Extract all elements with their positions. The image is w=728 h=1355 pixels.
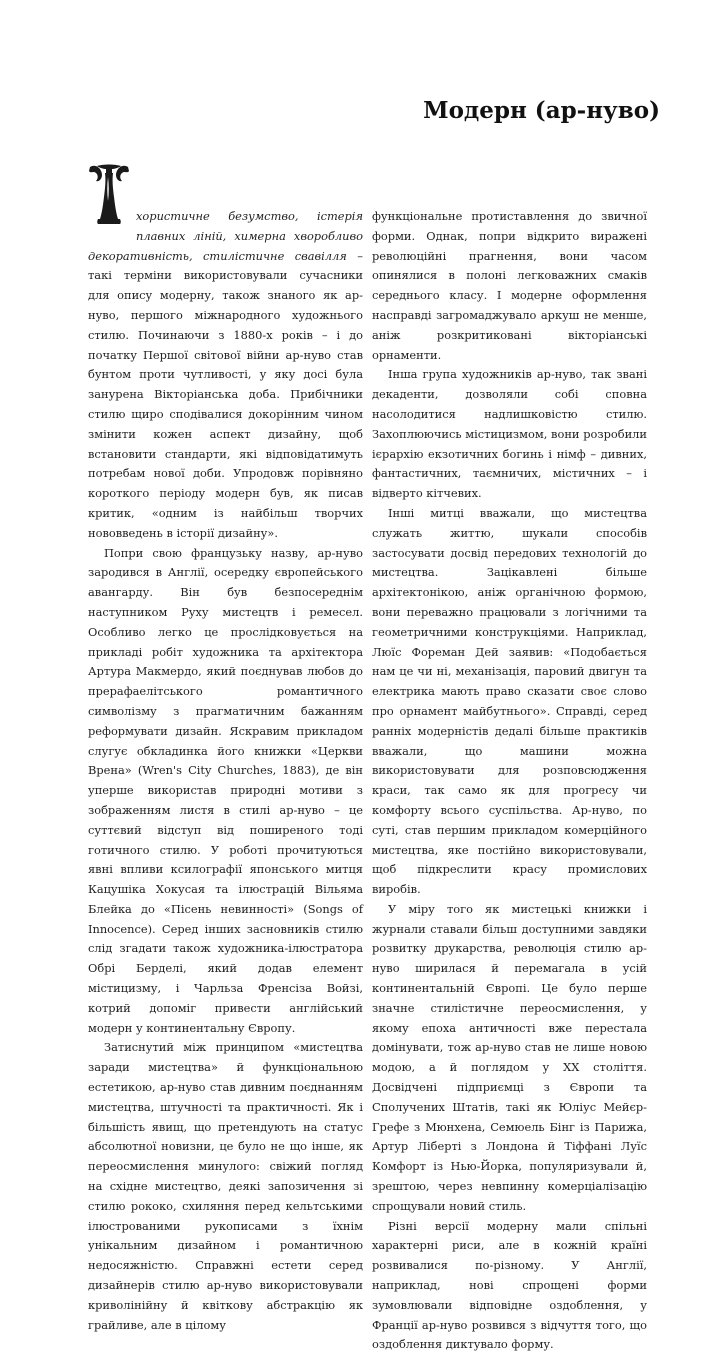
paragraph-versions: Різні версії модерну мали спільні характерні риси, але в кожній країні розвивалися по-різному. У Англії, наприклад, нові спрощені форми зумовлювали відповідне оздоблення, у Франції ар-нуво розвився з відчуття того, що оздоблення диктувало форму. [372, 1218, 647, 1352]
right-column [372, 207, 647, 1355]
paragraph-intro [88, 207, 363, 544]
left-column [88, 207, 363, 1335]
intro-italic-lead: хористичне безумство, істерія плавних ліній, химерна хворобливо декоративність, стилістичне свавілля [88, 209, 363, 263]
page-title: Модерн (ар-нуво) [423, 97, 660, 124]
paragraph-spread: У міру того як мистецькі книжки і журнали ставали більш доступними завдяки розвитку друкарства, революція стилю ар-нуво ширилася й перемагала в усій континентальній Європі. Це було перше значне стилістичне переосмислення, у якому епоха античності вже перестала домінувати, тож ар-нуво став не лише новою модою, а й поглядом у XX століття. Досвідчені підприємці з Європи та Сполучених Штатів, такі як Юліус Мейєр-Грефе з Мюнхена, Семюель Бінг із Парижа, Артур Ліберті з Лондона й Тіффані Луїс Комфорт із Нью-Йорка, популяризували й, зрештою, через невпинну комерціалізацію спрощували новий стиль. [372, 901, 647, 1213]
paragraph-continuation: функціональне протиставлення до звичної форми. Однак, попри відкрито виражені революційні прагнення, вони часом опинялися в полоні легковажних смаків середнього класу. І модерне оформлення насправді загромаджувало аркуш не менше, аніж розкритиковані вікторіанські орнаменти. [372, 209, 647, 362]
dropcap-space [88, 207, 136, 235]
paragraph-origin: Попри свою французьку назву, ар-нуво зародився в Англії, осередку європейського авангарду. Він був безпосереднім наступником Руху мистецтв і ремесел. Особливо легко це прослідковується на прикладі робіт художника та архітектора Артура Макмердо, який поєднував любов до прерафаелітського романтичного символізму з прагматичним бажанням реформувати дизайн. Яскравим прикладом слугує обкладинка його книжки «Церкви Врена» (Wren's City Churches, 1883), де він уперше використав природні мотиви з зображенням листя в стилі ар-нуво – це суттєвий відступ від поширеного тоді готичного стилю. У роботі прочитуються явні впливи ксилографії японського митця Кацушіка Хокусая та ілюстрацій Вільяма Блейка до «Пісень невинності» (Songs of Innocence). Серед інших засновників стилю слід згадати також художника-ілюстратора Обрі Берделі, який додав елемент містицизму, і Чарльза Френсіза Войзі, котрий допоміг привести англійський модерн у континентальну Європу. [88, 545, 363, 1035]
intro-text: – такі терміни використовували сучасники для опису модерну, також знаного як ар-нуво, першого міжнародного художнього стилю. Починаючи з 1880-х років – і до початку Першої світової війни ар-нуво став бунтом проти чутливості, у яку досі була занурена Вікторіанська доба. Прибічники стилю щиро сподівалися докорінним чином змінити кожен аспект дизайну, щоб встановити стандарти, які відповідатимуть потребам нової доби. Упродовж порівняно короткого періоду модерн був, як писав критик, «одним із найбільш творчих нововведень в історії дизайну». [88, 248, 363, 540]
paragraph-decadents: Інша група художників ар-нуво, так звані декаденти, дозволяли собі сповна насолодитися надлишковістю стилю. Захоплюючись містицизмом, вони розробили ієрархію екзотичних богинь і німф – дивних, фантастичних, таємничих, містичних – і відверто кітчевих. [372, 367, 647, 501]
paragraph-technology: Інші митці вважали, що мистецтва служать життю, шукали способів застосувати досвід передових технологій до мистецтва. Зацікавлені більше архітектонікою, аніж органічною формою, вони переважно працювали з логічними та геометричними конструкціями. Наприклад, Люїс Фореман Дей заявив: «Подобається нам це чи ні, механізація, паровий двигун та електрика мають право сказати своє слово про орнамент майбутнього». Справді, серед ранніх модерністів дедалі більше практиків вважали, що машини можна використовувати для розповсюдження краси, так само як для прогресу чи комфорту всього суспільства. Ар-нуво, по суті, став першим прикладом комерційного мистецтва, яке постійно використовували, щоб підкреслити красу промислових виробів. [372, 505, 647, 897]
paragraph-between-principles: Затиснутий між принципом «мистецтва заради мистецтва» й функціональною естетикою, ар-нуво став дивним поєднанням мистецтва, штучності та практичності. Як і більшість явищ, що претендують на статус абсолютної новизни, це було не що інше, як переосмислення минулого: свіжий погляд на східне мистецтво, деякі запозичення зі стилю рококо, схиляння перед кельтськими ілюстрованими рукописами з їхнім унікальним дизайном і романтичною недосяжністю. Справжні естети серед дизайнерів стилю ар-нуво використовували криволінійну й квіткову абстракцію як грайливе, але в цілому [88, 1040, 363, 1332]
